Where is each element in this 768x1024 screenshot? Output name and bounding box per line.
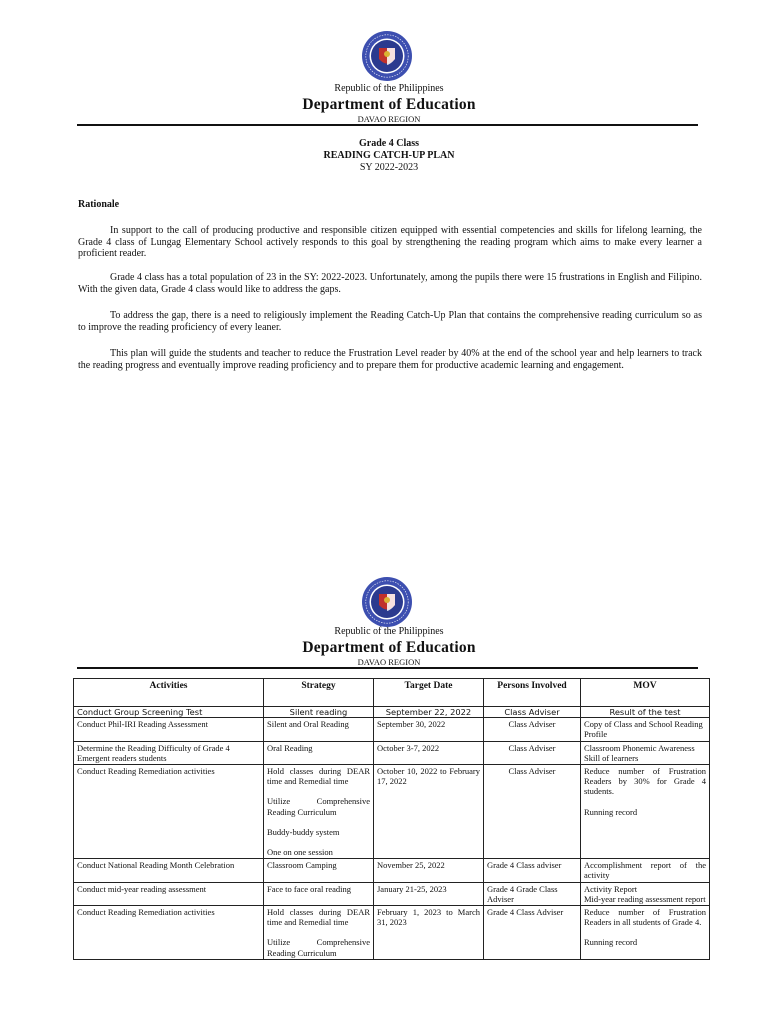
rationale-paragraph: Grade 4 class has a total population of 23 in the SY: 2022-2023. Unfortunately, among the pupils there were 15 frustrations in English and Filipino. With the given data, Grade 4 class would like to address the gaps. bbox=[78, 272, 702, 295]
target-date-cell: September 22, 2022 bbox=[374, 707, 484, 718]
region-label: DAVAO REGION bbox=[357, 114, 421, 124]
target-date-cell: October 10, 2022 to February 17, 2022 bbox=[374, 765, 484, 859]
mov-line: Running record bbox=[584, 937, 638, 948]
strategy-cell: Silent and Oral Reading bbox=[264, 718, 374, 741]
republic-label: Republic of the Philippines bbox=[334, 626, 444, 637]
mov-cell bbox=[581, 765, 710, 859]
mov-cell bbox=[581, 882, 710, 905]
target-date-cell: September 30, 2022 bbox=[374, 718, 484, 741]
rationale-heading: Rationale bbox=[78, 199, 120, 210]
mov-cell bbox=[581, 906, 710, 960]
mov-cell: Copy of Class and School Reading Profile bbox=[581, 718, 710, 741]
persons-cell: Grade 4 Class Adviser bbox=[484, 906, 581, 960]
deped-seal-icon bbox=[361, 576, 413, 628]
target-date-cell: October 3-7, 2022 bbox=[374, 741, 484, 764]
mov-cell: Accomplishment report of the activity bbox=[581, 859, 710, 882]
activity-cell: Determine the Reading Difficulty of Grade 4 Emergent readers students bbox=[74, 741, 264, 764]
department-title: Department of Education bbox=[302, 639, 476, 656]
mov-cell: Result of the test bbox=[581, 707, 710, 718]
mov-line: Activity Report bbox=[584, 883, 638, 894]
table-header-row bbox=[74, 679, 710, 707]
table-row bbox=[74, 741, 710, 764]
mov-cell: Classroom Phonemic Awareness Skill of learners bbox=[581, 741, 710, 764]
activity-cell: Conduct National Reading Month Celebration bbox=[74, 859, 264, 882]
header-strategy: Strategy bbox=[264, 679, 374, 707]
strategy-line: Hold classes during DEAR time and Remedial time bbox=[267, 907, 370, 928]
school-year: SY 2022-2023 bbox=[359, 162, 419, 173]
header-persons-involved: Persons Involved bbox=[484, 679, 581, 707]
persons-cell: Grade 4 Grade Class Adviser bbox=[484, 882, 581, 905]
header-divider bbox=[77, 667, 698, 669]
table-row bbox=[74, 765, 710, 859]
strategy-cell: Face to face oral reading bbox=[264, 882, 374, 905]
header-activities: Activities bbox=[74, 679, 264, 707]
header-divider bbox=[77, 124, 698, 126]
strategy-cell: Oral Reading bbox=[264, 741, 374, 764]
rationale-paragraph: To address the gap, there is a need to religiously implement the Reading Catch-Up Plan that contains the comprehensive reading curriculum so as to improve the reading proficiency of every leaner. bbox=[78, 310, 702, 333]
rationale-paragraph: This plan will guide the students and teacher to reduce the Frustration Level reader by 40% at the end of the school year and help learners to track the reading progress and eventually improve reading proficiency and to prepare them for productive academic learning and engagement. bbox=[78, 348, 702, 371]
strategy-cell bbox=[264, 765, 374, 859]
target-date-cell: January 21-25, 2023 bbox=[374, 882, 484, 905]
persons-cell: Class Adviser bbox=[484, 741, 581, 764]
strategy-cell bbox=[264, 906, 374, 960]
table-row bbox=[74, 718, 710, 741]
republic-label: Republic of the Philippines bbox=[334, 83, 444, 94]
activity-cell: Conduct Reading Remediation activities bbox=[74, 765, 264, 859]
header-target-date: Target Date bbox=[374, 679, 484, 707]
mov-line: Mid-year reading assessment report bbox=[584, 893, 706, 904]
persons-cell: Grade 4 Class adviser bbox=[484, 859, 581, 882]
deped-seal-icon bbox=[361, 30, 413, 82]
persons-cell: Class Adviser bbox=[484, 765, 581, 859]
table-row bbox=[74, 707, 710, 718]
persons-cell: Class Adviser bbox=[484, 707, 581, 718]
strategy-line: Utilize Comprehensive Reading Curriculum bbox=[267, 796, 370, 817]
grade-title: Grade 4 Class bbox=[359, 138, 419, 149]
table-row bbox=[74, 859, 710, 882]
strategy-line: One on one session bbox=[267, 847, 333, 858]
activity-cell: Conduct mid-year reading assessment bbox=[74, 882, 264, 905]
catch-up-plan-table bbox=[73, 678, 710, 960]
strategy-cell: Classroom Camping bbox=[264, 859, 374, 882]
strategy-line: Utilize Comprehensive Reading Curriculum bbox=[267, 937, 370, 958]
activity-cell: Conduct Reading Remediation activities bbox=[74, 906, 264, 960]
mov-line: Reduce number of Frustration Readers in all students of Grade 4. bbox=[584, 907, 706, 928]
table-row bbox=[74, 882, 710, 905]
strategy-cell: Silent reading bbox=[264, 707, 374, 718]
mov-line: Running record bbox=[584, 806, 638, 817]
mov-line: Reduce number of Frustration Readers by 30% for Grade 4 students. bbox=[584, 766, 706, 797]
table-row bbox=[74, 906, 710, 960]
persons-cell: Class Adviser bbox=[484, 718, 581, 741]
page-two bbox=[0, 572, 768, 1024]
region-label: DAVAO REGION bbox=[357, 657, 421, 667]
header-mov: MOV bbox=[581, 679, 710, 707]
plan-title-block bbox=[0, 138, 768, 174]
target-date-cell: February 1, 2023 to March 31, 2023 bbox=[374, 906, 484, 960]
strategy-line: Buddy-buddy system bbox=[267, 826, 340, 837]
department-title: Department of Education bbox=[302, 96, 476, 113]
rationale-paragraph: In support to the call of producing productive and responsible citizen equipped with essential competencies and skills for lifelong learning, the Grade 4 class of Lungag Elementary School actively responds to this goal by strengthening the reading program which aims to make every learner a proficient reader. bbox=[78, 225, 702, 260]
activity-cell: Conduct Group Screening Test bbox=[74, 707, 264, 718]
target-date-cell: November 25, 2022 bbox=[374, 859, 484, 882]
activity-cell: Conduct Phil-IRI Reading Assessment bbox=[74, 718, 264, 741]
strategy-line: Hold classes during DEAR time and Remedial time bbox=[267, 766, 370, 787]
plan-title: READING CATCH-UP PLAN bbox=[323, 150, 455, 161]
